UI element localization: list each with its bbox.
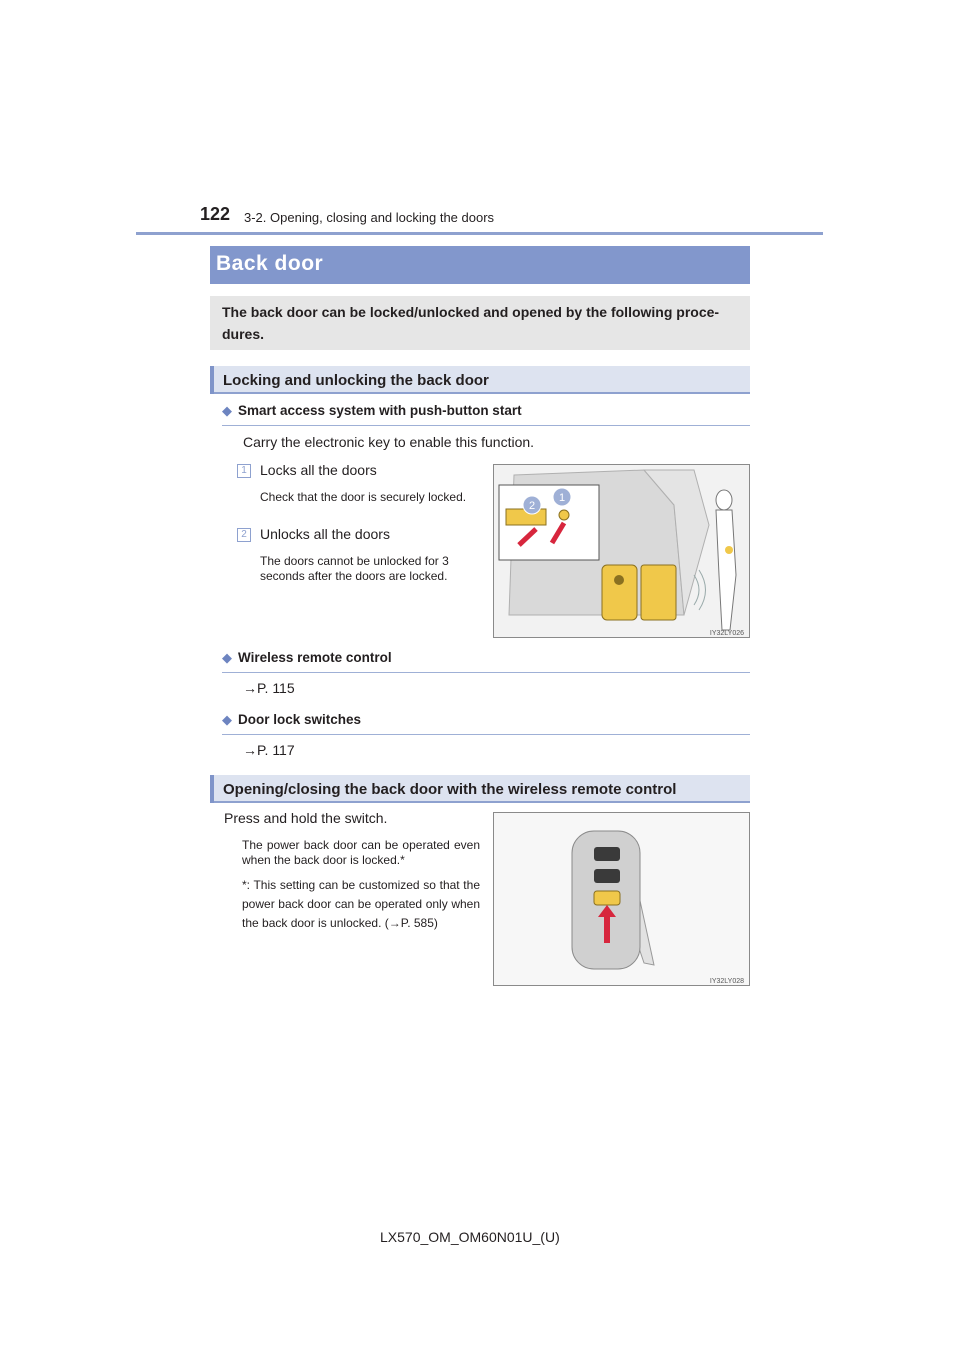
section-bar-accent [210,366,214,394]
subheading-rule [222,425,750,426]
step-note-2: The doors cannot be unlocked for 3 seconds after the doors are locked. [260,554,449,583]
subheading-text: Smart access system with push-button start [238,403,522,418]
step-title-1: Locks all the doors [260,462,377,478]
subheading-smart-access [222,403,522,419]
diamond-bullet-icon: ◆ [222,650,232,665]
figure-back-door-smart-access [493,464,750,638]
subheading-rule [222,734,750,735]
back-door-illustration [494,465,750,638]
subheading-wireless-remote [222,650,392,666]
figure-key-fob [493,812,750,986]
step-number-2: 2 [237,528,251,542]
running-head: 3-2. Opening, closing and locking the doors [244,210,495,225]
wireless-lead: Press and hold the switch. [224,810,388,826]
section-heading-locking: Locking and unlocking the back door [223,372,489,389]
subheading-rule [222,672,750,673]
footer-code: LX570_OM_OM60N01U_(U) [380,1229,560,1245]
smart-access-lead: Carry the electronic key to enable this function. [243,434,535,450]
page-number: 122 [200,204,231,224]
wireless-note: The power back door can be operated even when the back door is locked.* [242,838,480,867]
diamond-bullet-icon: ◆ [222,403,232,418]
subheading-text: Wireless remote control [238,650,392,665]
header-rule [136,232,823,235]
key-fob-illustration [494,813,750,986]
intro-text: The back door can be locked/unlocked and opened by the following proce-dures. [222,304,720,342]
step-number-1: 1 [237,464,251,478]
figure-code-1: IY32LY026 [709,630,744,637]
step-title-2: Unlocks all the doors [260,526,390,542]
subheading-text: Door lock switches [238,712,362,727]
wireless-footnote: *: This setting can be customized so that the power back door can be operated only when the back door is unlocked. (→P. 585) [242,878,480,930]
callout-1: 1 [558,492,566,504]
reference-link-p115[interactable]: →P. 115 [243,680,295,696]
page-title: Back door [216,252,324,275]
section-bar-accent [210,775,214,803]
figure-code-2: IY32LY028 [709,978,744,985]
step-note-1: Check that the door is securely locked. [260,490,467,504]
diamond-bullet-icon: ◆ [222,712,232,727]
section-heading-wireless: Opening/closing the back door with the wireless remote control [223,781,677,798]
subheading-door-lock-switches [222,712,361,728]
callout-2: 2 [528,500,536,512]
reference-link-p117[interactable]: →P. 117 [243,742,295,758]
